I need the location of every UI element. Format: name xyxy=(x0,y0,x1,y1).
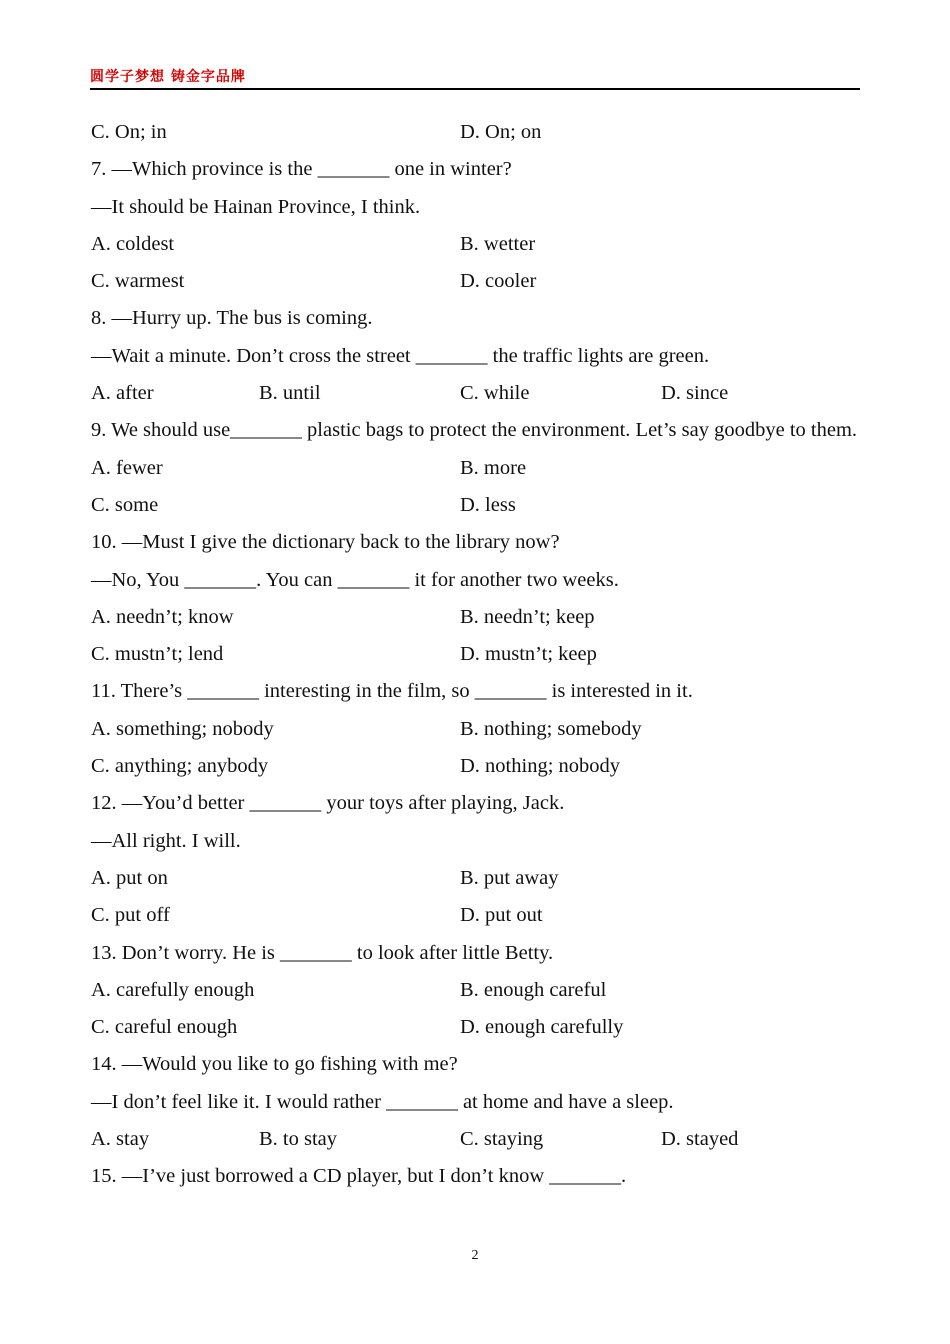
answer-option: D. put out xyxy=(460,904,543,927)
answer-option: C. mustn’t; lend xyxy=(91,643,224,666)
answer-option: A. fewer xyxy=(91,456,163,479)
answer-option: B. to stay xyxy=(259,1128,338,1151)
question-line: 13. Don’t worry. He is _______ to look after little Betty. xyxy=(91,941,554,964)
answer-option: D. since xyxy=(661,382,729,405)
options-row xyxy=(91,375,861,412)
answer-option: C. On; in xyxy=(91,121,167,143)
question-line: 14. —Would you like to go fishing with me? xyxy=(91,1053,458,1076)
answer-option: B. more xyxy=(460,456,527,479)
answer-option: C. while xyxy=(460,382,530,405)
options-row xyxy=(91,711,861,748)
options-row xyxy=(91,450,861,487)
answer-option: B. until xyxy=(259,382,321,405)
answer-option: D. less xyxy=(460,493,516,516)
question-line: —It should be Hainan Province, I think. xyxy=(91,195,421,218)
answer-option: D. On; on xyxy=(460,121,542,143)
answer-option: D. mustn’t; keep xyxy=(460,643,597,666)
question-line: —No, You _______. You can _______ it for another two weeks. xyxy=(91,568,619,591)
question-line: 8. —Hurry up. The bus is coming. xyxy=(91,307,373,330)
answer-option: B. needn’t; keep xyxy=(460,605,595,628)
question-line: —All right. I will. xyxy=(91,829,241,852)
answer-option: C. put off xyxy=(91,904,170,927)
header-slogan: 圆学子梦想 铸金字品牌 xyxy=(90,69,246,85)
answer-option: D. nothing; nobody xyxy=(460,755,621,778)
options-row xyxy=(91,972,861,1009)
answer-option: D. enough carefully xyxy=(460,1016,624,1039)
answer-option: A. put on xyxy=(91,866,168,889)
question-line: 15. —I’ve just borrowed a CD player, but I don’t know _______. xyxy=(91,1165,627,1188)
question-line: 11. There’s _______ interesting in the film, so _______ is interested in it. xyxy=(91,680,693,703)
answer-option: A. carefully enough xyxy=(91,978,255,1001)
page-header xyxy=(90,66,860,90)
answer-option: D. stayed xyxy=(661,1128,739,1151)
page-number: 2 xyxy=(471,1248,479,1263)
options-row xyxy=(91,1121,861,1158)
question-line: 10. —Must I give the dictionary back to the library now? xyxy=(91,531,560,554)
options-row xyxy=(91,114,861,151)
question-line: 7. —Which province is the _______ one in winter? xyxy=(91,158,512,181)
answer-option: C. careful enough xyxy=(91,1016,238,1039)
options-row xyxy=(91,897,861,934)
answer-option: C. warmest xyxy=(91,270,185,293)
question-line: —Wait a minute. Don’t cross the street _______ the traffic lights are green. xyxy=(91,344,710,367)
answer-option: B. nothing; somebody xyxy=(460,717,642,740)
answer-option: A. coldest xyxy=(91,232,175,255)
options-row xyxy=(91,1009,861,1046)
answer-option: A. needn’t; know xyxy=(91,605,234,628)
answer-option: B. wetter xyxy=(460,232,536,255)
options-row xyxy=(91,263,861,300)
answer-option: B. enough careful xyxy=(460,978,607,1001)
question-line: —I don’t feel like it. I would rather _______ at home and have a sleep. xyxy=(91,1090,674,1113)
question-content xyxy=(91,114,861,1196)
answer-option: A. something; nobody xyxy=(91,717,274,740)
options-row xyxy=(91,226,861,263)
answer-option: C. some xyxy=(91,493,159,516)
answer-option: A. stay xyxy=(91,1128,150,1151)
options-row xyxy=(91,636,861,673)
answer-option: A. after xyxy=(91,382,154,405)
options-row xyxy=(91,599,861,636)
answer-option: C. staying xyxy=(460,1128,544,1151)
options-row xyxy=(91,748,861,785)
options-row xyxy=(91,487,861,524)
question-line: 12. —You’d better _______ your toys after playing, Jack. xyxy=(91,792,565,815)
options-row xyxy=(91,860,861,897)
answer-option: B. put away xyxy=(460,866,559,889)
answer-option: D. cooler xyxy=(460,270,537,293)
answer-option: C. anything; anybody xyxy=(91,755,269,778)
question-line: 9. We should use_______ plastic bags to protect the environment. Let’s say goodbye to them. xyxy=(91,419,858,442)
